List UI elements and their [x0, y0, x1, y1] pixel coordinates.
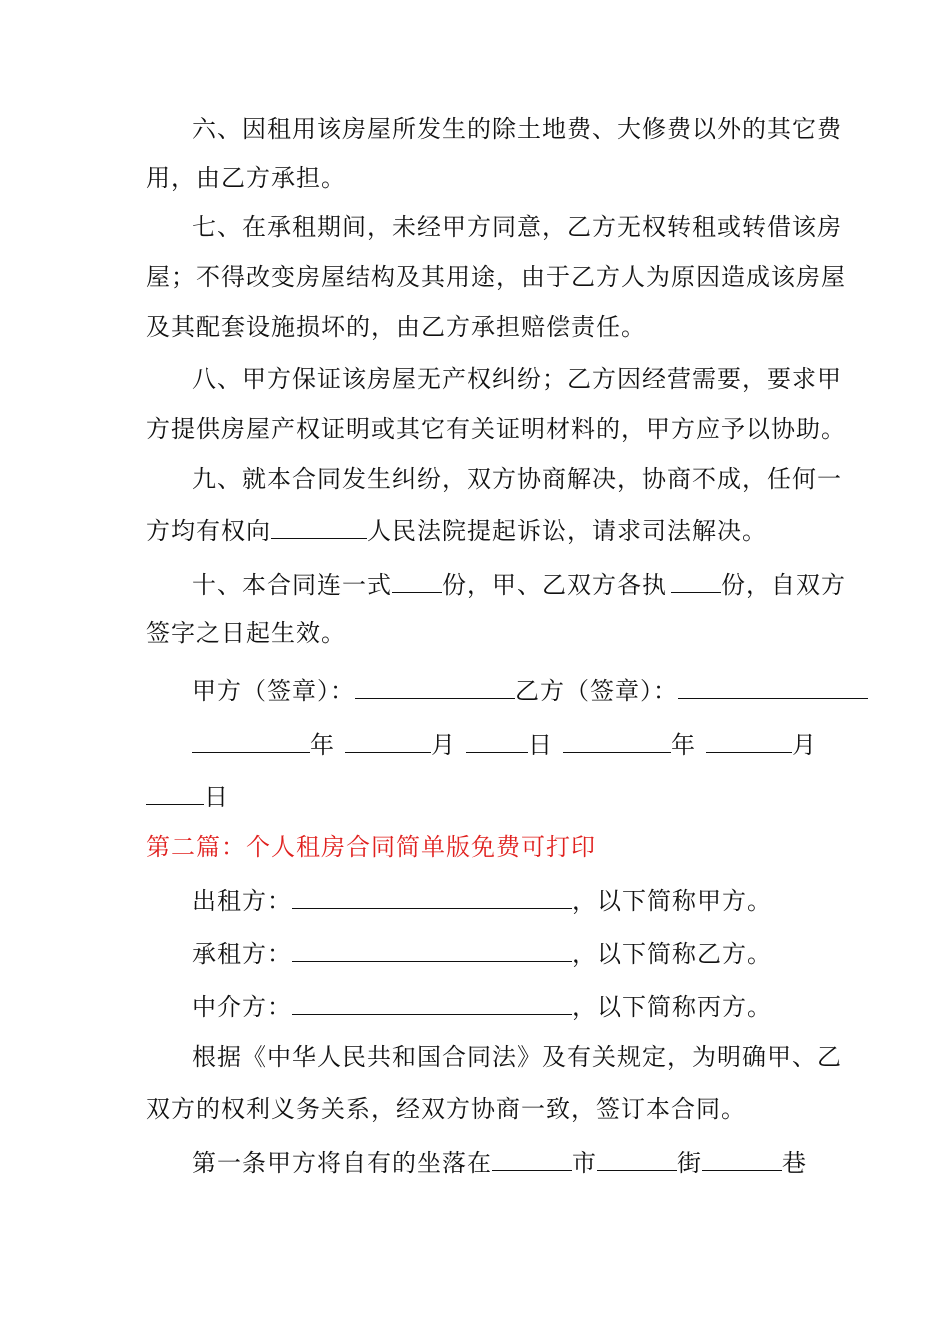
city-blank[interactable] [492, 1146, 572, 1171]
para7-line2: 屋；不得改变房屋结构及其用途，由于乙方人为原因造成该房屋 [146, 263, 846, 291]
para9-text-a: 方均有权向 [146, 517, 271, 545]
party-b-signature-blank[interactable] [678, 674, 868, 699]
para8-line2: 方提供房屋产权证明或其它有关证明材料的，甲方应予以协助。 [146, 415, 846, 443]
agent-suffix: ，以下简称丙方。 [572, 993, 772, 1021]
lane-blank[interactable] [702, 1146, 782, 1171]
party-a-label: 甲方（签章）： [192, 677, 355, 705]
day-label: 日 [528, 731, 553, 759]
lessor-name-blank[interactable] [292, 884, 572, 909]
street-blank[interactable] [597, 1146, 677, 1171]
month-label: 月 [431, 731, 456, 759]
para6-line1: 六、因租用该房屋所发生的除土地费、大修费以外的其它费 [192, 115, 842, 143]
para10-line2: 签字之日起生效。 [146, 619, 346, 647]
agent-line [192, 990, 772, 1022]
agent-name-blank[interactable] [292, 990, 572, 1015]
party-b-month-blank[interactable] [706, 728, 792, 753]
date-line [192, 728, 817, 760]
copies-total-blank[interactable] [392, 568, 442, 593]
party-a-signature-blank[interactable] [355, 674, 515, 699]
lessor-line [192, 884, 772, 916]
para10-text-a: 十、本合同连一式 [192, 571, 392, 599]
year-label-b: 年 [671, 731, 696, 759]
para9-text-b: 人民法院提起诉讼，请求司法解决。 [367, 517, 767, 545]
intro-line1: 根据《中华人民共和国合同法》及有关规定，为明确甲、乙 [192, 1043, 842, 1071]
para8-line1: 八、甲方保证该房屋无产权纠纷；乙方因经营需要，要求甲 [192, 365, 842, 393]
lessor-label: 出租方： [192, 887, 292, 915]
party-a-month-blank[interactable] [345, 728, 431, 753]
para10-text-c: 份，自双方 [721, 571, 846, 599]
day-label-b: 日 [204, 783, 229, 811]
article1-text: 第一条甲方将自有的坐落在 [192, 1149, 492, 1177]
para10-line1 [192, 568, 846, 600]
para9-line1: 九、就本合同发生纠纷，双方协商解决，协商不成，任何一 [192, 465, 842, 493]
lane-label: 巷 [782, 1149, 807, 1177]
signature-line [192, 674, 868, 706]
para9-line2 [146, 514, 767, 546]
agent-label: 中介方： [192, 993, 292, 1021]
copies-each-blank[interactable] [671, 568, 721, 593]
lessee-line [192, 937, 772, 969]
lessor-suffix: ，以下简称甲方。 [572, 887, 772, 915]
court-blank[interactable] [271, 514, 367, 539]
para7-line1: 七、在承租期间，未经甲方同意，乙方无权转租或转借该房 [192, 213, 842, 241]
para6-line2: 用，由乙方承担。 [146, 164, 346, 192]
lessee-label: 承租方： [192, 940, 292, 968]
party-a-year-blank[interactable] [192, 728, 310, 753]
party-b-year-blank[interactable] [563, 728, 671, 753]
month-label-b: 月 [792, 731, 817, 759]
city-label: 市 [572, 1149, 597, 1177]
party-b-label: 乙方（签章）： [515, 677, 678, 705]
para7-line3: 及其配套设施损坏的，由乙方承担赔偿责任。 [146, 313, 646, 341]
year-label: 年 [310, 731, 335, 759]
intro-line2: 双方的权利义务关系，经双方协商一致，签订本合同。 [146, 1095, 746, 1123]
party-b-day-blank[interactable] [146, 780, 204, 805]
lessee-name-blank[interactable] [292, 937, 572, 962]
section2-title: 第二篇：个人租房合同简单版免费可打印 [146, 833, 596, 861]
party-a-day-blank[interactable] [466, 728, 528, 753]
lessee-suffix: ，以下简称乙方。 [572, 940, 772, 968]
para10-text-b: 份，甲、乙双方各执 [442, 571, 667, 599]
street-label: 街 [677, 1149, 702, 1177]
date-line-2 [146, 780, 229, 812]
article1-line [192, 1146, 807, 1178]
